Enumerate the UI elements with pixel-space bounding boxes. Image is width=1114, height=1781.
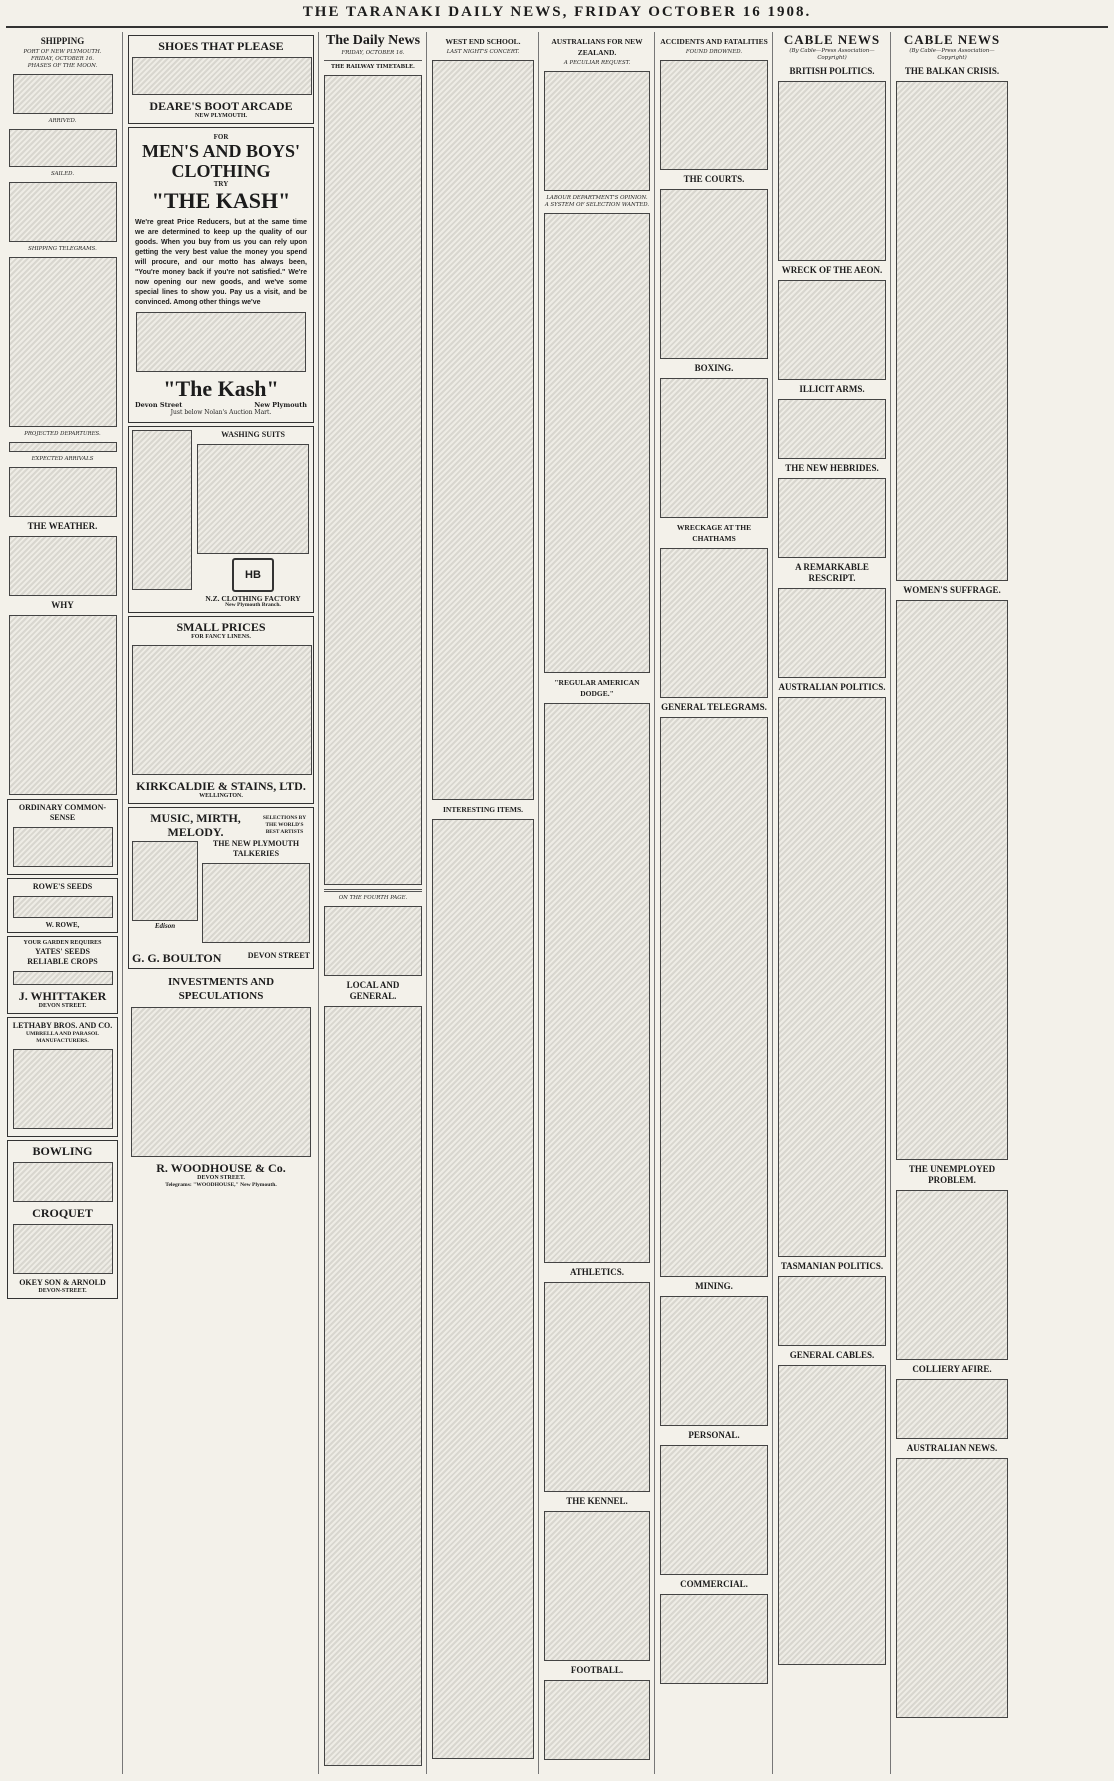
section-heading: ATHLETICS.	[569, 1267, 625, 1277]
advertisement	[7, 936, 118, 1014]
article-text	[778, 1365, 886, 1665]
section-heading: AUSTRALIAN POLITICS.	[778, 682, 886, 692]
section-heading: GENERAL TELEGRAMS.	[661, 702, 767, 712]
text-block	[197, 444, 309, 554]
section-heading: THE BALKAN CRISIS.	[904, 66, 1000, 76]
text-block	[13, 1162, 113, 1202]
text-block	[132, 57, 312, 95]
article-text	[544, 703, 650, 1263]
advertisement	[128, 35, 314, 124]
article-text	[660, 189, 768, 359]
section-heading: BOXING.	[694, 363, 734, 373]
advertisement	[128, 426, 314, 613]
section-heading: THE WEATHER.	[27, 521, 98, 531]
ad-heading: YATES' SEEDS	[35, 947, 90, 956]
advertisement	[7, 1140, 118, 1299]
subheading: PORT OF NEW PLYMOUTH.	[23, 49, 102, 55]
text-block	[9, 536, 117, 596]
section-heading: FOOTBALL.	[570, 1665, 624, 1675]
column-rule	[426, 32, 427, 1774]
section-heading: PERSONAL.	[688, 1430, 740, 1440]
subheading: ARRIVED.	[48, 118, 77, 124]
column-6	[657, 32, 771, 1774]
ad-heading: THE NEW PLYMOUTH TALKERIES	[212, 839, 300, 858]
article-text	[778, 280, 886, 380]
ad-address: Just below Nolan's Auction Mart.	[170, 409, 272, 416]
article-text	[544, 1511, 650, 1661]
section-heading: BRITISH POLITICS.	[789, 66, 875, 76]
subheading: PROJECTED DEPARTURES.	[24, 431, 101, 437]
column-4	[429, 32, 537, 1774]
ad-heading: YOUR GARDEN REQUIRES	[23, 940, 102, 946]
ad-heading: SMALL PRICES	[176, 620, 266, 634]
paper-masthead: The Daily News	[325, 33, 421, 48]
subheading: FRIDAY, OCTOBER 16.	[30, 56, 94, 62]
article-text	[544, 1282, 650, 1492]
text-block	[132, 645, 312, 775]
text-block	[9, 615, 117, 795]
text-block	[131, 1007, 311, 1157]
section-heading: COLLIERY AFIRE.	[912, 1364, 992, 1374]
article-text	[660, 548, 768, 698]
ad-address: DEVON STREET	[247, 951, 310, 960]
section-heading: WEST END SCHOOL.	[445, 37, 521, 46]
section-heading: "REGULAR AMERICAN DODGE."	[554, 678, 640, 698]
article-text	[778, 478, 886, 558]
advertisement	[128, 616, 314, 804]
section-heading: THE KENNEL.	[566, 1496, 628, 1506]
text-block	[13, 971, 113, 985]
ad-heading: BOWLING	[32, 1144, 93, 1158]
text-block	[9, 257, 117, 427]
article-text	[660, 717, 768, 1277]
ad-heading: ROWE'S SEEDS	[32, 882, 93, 891]
ad-heading: WASHING SUITS	[221, 430, 285, 439]
column-rule	[538, 32, 539, 1774]
article-text	[544, 71, 650, 191]
ad-address: NEW PLYMOUTH.	[194, 113, 247, 119]
section-heading: THE UNEMPLOYED PROBLEM.	[908, 1164, 996, 1185]
article-text	[432, 60, 534, 800]
article-text	[896, 1379, 1008, 1439]
text-block	[136, 312, 306, 372]
ad-heading: TRY	[213, 180, 229, 188]
advertisement	[7, 799, 118, 875]
article-text	[896, 600, 1008, 1160]
column-5	[541, 32, 653, 1774]
section-heading: INTERESTING ITEMS.	[442, 805, 524, 814]
text-block	[9, 442, 117, 452]
advertisement	[7, 878, 118, 933]
ad-body: We're great Price Reducers, but at the same time we are determined to keep up the quality of our goods. When you buy from us you can rely upon getting the very best value the money you spend will procure, and our motto has always been, "You're money back if you're not satisfied." We're now opening our new goods, and we've some special lines to show you. Pay us a visit, and be convinced. Among other things we've	[135, 219, 307, 306]
subheading: FOUND DROWNED.	[685, 49, 743, 55]
ad-name: DEARE'S BOOT ARCADE	[149, 99, 293, 113]
article-text	[896, 81, 1008, 581]
ad-heading: FOR	[213, 133, 229, 141]
article-text	[432, 819, 534, 1759]
page-title: THE TARANAKI DAILY NEWS, FRIDAY OCTOBER 16 1908.	[302, 4, 812, 20]
article-text	[544, 213, 650, 673]
ad-heading: MEN'S AND BOYS' CLOTHING	[141, 141, 301, 181]
ad-name: J. WHITTAKER	[18, 989, 107, 1003]
article-text	[660, 378, 768, 518]
column-2	[125, 32, 317, 1774]
divider	[324, 889, 422, 892]
article-text	[324, 1006, 422, 1766]
section-heading: WHY	[51, 600, 74, 610]
ad-address: DEVON-STREET.	[38, 1288, 87, 1294]
ad-subheading: SELECTIONS BY THE WORLD'S BEST ARTISTS	[262, 814, 307, 835]
subheading: PHASES OF THE MOON.	[27, 63, 98, 69]
column-8	[893, 32, 1011, 1774]
ad-heading: INVESTMENTS AND SPECULATIONS	[167, 976, 275, 1002]
article-text	[778, 697, 886, 1257]
article-text	[778, 399, 886, 459]
article-text	[660, 1594, 768, 1684]
section-heading: SHIPPING	[40, 36, 85, 46]
column-3	[321, 32, 425, 1774]
section-heading: THE COURTS.	[683, 174, 745, 184]
article-text	[660, 60, 768, 170]
ad-name: KIRKCALDIE & STAINS, LTD.	[136, 779, 306, 793]
ad-name: OKEY SON & ARNOLD	[19, 1278, 106, 1287]
ad-address-row	[135, 402, 307, 409]
subheading: A SYSTEM OF SELECTION WANTED.	[544, 202, 650, 208]
ad-name: G. G. BOULTON	[132, 951, 222, 965]
advertisement	[7, 1017, 118, 1137]
text-block	[202, 863, 310, 943]
advertisement	[128, 127, 314, 423]
section-masthead: CABLE NEWS	[783, 32, 881, 47]
article-text	[778, 588, 886, 678]
ad-subheading: FOR FANCY LINENS.	[191, 634, 251, 640]
column-rule	[654, 32, 655, 1774]
section-heading: AUSTRALIAN NEWS.	[906, 1443, 998, 1453]
text-block	[13, 896, 113, 918]
ad-name: W. ROWE,	[45, 921, 80, 929]
section-heading: TASMANIAN POLITICS.	[780, 1261, 884, 1271]
edison-logo: Edison	[154, 922, 176, 930]
subheading: FRIDAY, OCTOBER 16.	[341, 50, 405, 56]
ad-address: WELLINGTON.	[199, 793, 243, 799]
ad-heading: RELIABLE CROPS	[27, 957, 98, 966]
text-block	[13, 827, 113, 867]
masthead-rule	[6, 26, 1108, 28]
ad-address: Telegrams: "WOODHOUSE," New Plymouth.	[165, 1182, 277, 1188]
ad-heading: SHOES THAT PLEASE	[158, 39, 284, 53]
text-block	[13, 1049, 113, 1129]
ad-address: DEVON STREET.	[197, 1175, 245, 1181]
subheading: ON THE FOURTH PAGE.	[338, 895, 408, 901]
ad-name: "The Kash"	[163, 376, 279, 401]
subheading: SHIPPING TELEGRAMS.	[28, 246, 97, 252]
section-heading: GENERAL CABLES.	[789, 1350, 875, 1360]
article-text	[544, 1680, 650, 1760]
article-heading: THE RAILWAY TIMETABLE.	[331, 64, 415, 70]
section-heading: WRECK OF THE AEON.	[781, 265, 883, 275]
advertisement	[128, 972, 314, 1192]
ad-heading: ORDINARY COMMON-SENSE	[18, 803, 107, 822]
text-block	[13, 74, 113, 114]
ad-name: "THE KASH"	[151, 188, 291, 213]
column-rule	[122, 32, 123, 1774]
column-rule	[318, 32, 319, 1774]
subheading: SAILED.	[50, 171, 75, 177]
text-block	[13, 1224, 113, 1274]
subheading: EXPECTED ARRIVALS	[31, 456, 94, 462]
article-text	[324, 75, 422, 885]
section-heading: WRECKAGE AT THE CHATHAMS	[676, 523, 752, 543]
subheading: A PECULIAR REQUEST.	[563, 60, 631, 66]
section-heading: A REMARKABLE RESCRIPT.	[795, 562, 869, 583]
section-heading: WOMEN'S SUFFRAGE.	[903, 585, 1001, 595]
ad-subheading: UMBRELLA AND PARASOL MANUFACTURERS.	[26, 1031, 99, 1044]
ad-heading: LETHABY BROS. AND CO.	[12, 1021, 113, 1030]
text-block	[9, 129, 117, 167]
section-heading: LOCAL AND GENERAL.	[346, 980, 400, 1001]
column-7	[775, 32, 889, 1774]
ad-heading: CROQUET	[32, 1206, 93, 1220]
article-text	[660, 1445, 768, 1575]
article-text	[896, 1458, 1008, 1718]
subheading: (By Cable—Press Association—Copyright)	[789, 48, 875, 61]
ad-heading: MUSIC, MIRTH, MELODY.	[150, 811, 241, 839]
subheading: (By Cable—Press Association—Copyright)	[909, 48, 995, 61]
divider	[324, 60, 422, 61]
article-text	[778, 1276, 886, 1346]
ad-address: New Plymouth Branch.	[225, 602, 281, 608]
text-block	[9, 182, 117, 242]
article-text	[896, 1190, 1008, 1360]
subheading: LABOUR DEPARTMENT'S OPINION.	[546, 195, 648, 201]
ad-name: N.Z. CLOTHING FACTORY	[205, 594, 301, 603]
ad-address: DEVON STREET.	[38, 1003, 87, 1009]
text-block	[324, 906, 422, 976]
text-block	[9, 467, 117, 517]
phonograph-illustration	[132, 841, 198, 921]
section-masthead: CABLE NEWS	[903, 32, 1001, 47]
column-1	[4, 32, 121, 1774]
article-text	[660, 1296, 768, 1426]
section-heading: ILLICIT ARMS.	[799, 384, 865, 394]
section-heading: COMMERCIAL.	[680, 1579, 748, 1589]
boy-illustration	[132, 430, 192, 590]
section-heading: ACCIDENTS AND FATALITIES	[660, 37, 768, 46]
column-rule	[890, 32, 891, 1774]
section-heading: MINING.	[695, 1281, 733, 1291]
hb-logo: HB	[232, 558, 274, 592]
ad-name: R. WOODHOUSE & Co.	[156, 1161, 286, 1175]
ad-address: New Plymouth	[254, 401, 307, 409]
section-heading: AUSTRALIANS FOR NEW ZEALAND.	[551, 37, 643, 57]
advertisement	[128, 807, 314, 969]
column-rule	[772, 32, 773, 1774]
ad-address: Devon Street	[135, 401, 183, 409]
article-text	[778, 81, 886, 261]
section-heading: THE NEW HEBRIDES.	[785, 463, 879, 473]
subheading: LAST NIGHT'S CONCERT.	[446, 49, 520, 55]
